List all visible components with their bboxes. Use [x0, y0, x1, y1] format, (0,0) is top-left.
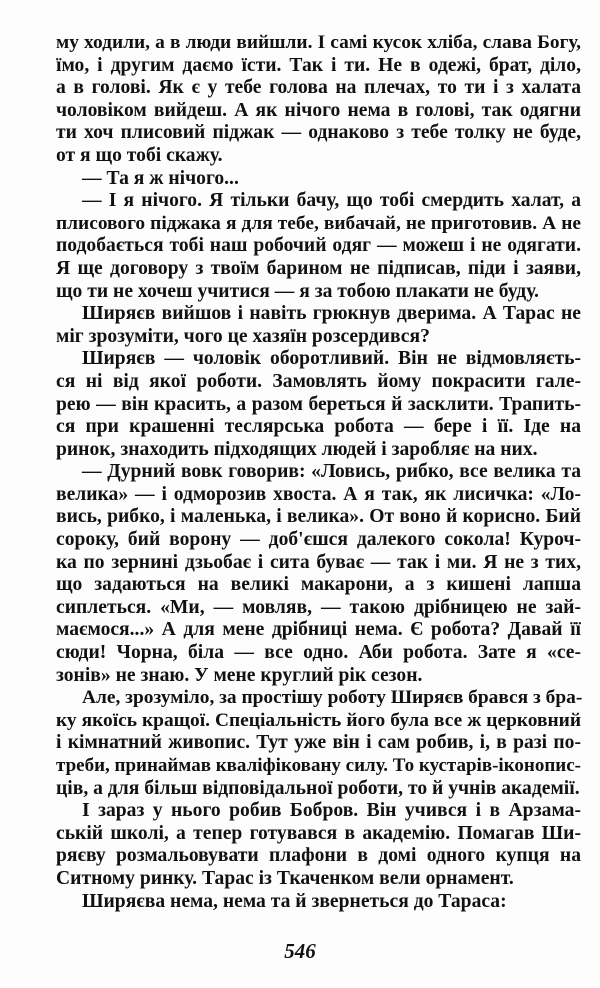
text-line: маємося...» А для мене дрібниці нема. Є робота? Давай її — [56, 619, 581, 641]
text-line: Ширяєва нема, нема та й звернеться до Тараса: — [82, 890, 507, 912]
text-line: сиплеться. «Ми, — мовляв, — такою дрібницею не зай- — [56, 596, 581, 618]
text-line: а в голові. Як є у тебе голова на плечах, то ти і з халата — [56, 77, 581, 99]
text-line: вись, рибко, і маленька, і велика». От воно й корисно. Бий — [56, 506, 581, 528]
text-line: — Дурний вовк говорив: «Ловись, рибко, все велика та — [82, 461, 581, 483]
text-line: ся при крашенні теслярська робота — бере і її. Іде на — [56, 416, 581, 438]
text-line: Я ще договору з твоїм барином не підписав, піди і заяви, — [56, 257, 581, 279]
text-line: І зараз у нього робив Бобров. Він учився і в Арзама- — [82, 800, 581, 822]
text-line: плисового піджака я для тебе, вибачай, не приготовив. А не — [56, 212, 581, 234]
text-line: сюди! Чорна, біла — все одно. Аби робота. Зате я «се- — [56, 642, 581, 664]
text-line: треби, принаймав кваліфіковану силу. То кустарів-іконопис- — [56, 755, 581, 776]
text-line: Ширяєв вийшов і навіть грюкнув дверима. А Тарас не — [82, 303, 581, 325]
text-line: ся ні від якої роботи. Замовлять йому покрасити гале- — [56, 370, 581, 392]
text-line: і кімнатний живопис. Тут уже він і сам робив, і, в разі по- — [56, 732, 581, 754]
text-line: ку якоїсь кращої. Спеціальність його була все ж церковний — [56, 709, 581, 731]
text-line: Але, зрозуміло, за простішу роботу Ширяєв брався з бра- — [82, 687, 583, 709]
text-line: Ситному ринку. Тарас із Ткаченком вели орнамент. — [56, 867, 514, 889]
text-line: ринок, знаходить підходящих людей і заробляє на них. — [56, 438, 538, 460]
text-line: — І я нічого. Я тільки бачу, що тобі смердить халат, а — [82, 190, 581, 212]
text-line: зонів» не знаю. У мене круглий рік сезон. — [56, 664, 423, 686]
text-line: подобається тобі наш робочий одяг — можеш і не одягати. — [56, 235, 581, 257]
page-number: 546 — [284, 939, 316, 963]
text-line: от я що тобі скажу. — [56, 144, 223, 166]
text-line: чоловіком вийдеш. А як нічого нема в голові, так одягни — [56, 99, 581, 121]
text-line: ка по зернині дзьобає і сита буває — так і ми. Я не з тих, — [56, 551, 581, 573]
text-line: велика» — і одморозив хвоста. А я так, як лисичка: «Ло- — [56, 483, 581, 505]
text-line: му ходили, а в люди вийшли. І самі кусок хліба, слава Богу, — [56, 32, 581, 53]
text-line: їмо, і другим даємо їсти. Так і ти. Не в одежі, брат, діло, — [56, 54, 581, 76]
text-line: Ширяєв — чоловік оборотливий. Він не відмовляєть- — [82, 348, 581, 370]
text-line: рею — він красить, а разом береться й засклити. Трапить- — [56, 393, 581, 415]
text-line: — Та я ж нічого... — [82, 167, 239, 189]
page-body-text — [56, 32, 581, 913]
text-line: ти хоч плисовий піджак — однаково з тебе толку не буде, — [56, 122, 581, 144]
text-line: ців, а для більш відповідальної роботи, то й учнів академії. — [56, 777, 580, 799]
text-line: що ти не хочеш учитися — я за тобою плакати не буду. — [56, 280, 539, 302]
text-line: сороку, бий ворону — доб'єшся далекого сокола! Куроч- — [56, 529, 581, 551]
text-line: ській школі, а тепер готувався в академію. Помагав Ши- — [56, 822, 581, 844]
text-line: що задаються на великі макарони, а з кишені лапша — [56, 574, 581, 596]
text-line: ряєву розмальовувати плафони в домі одного купця на — [56, 845, 581, 867]
text-line: міг зрозуміти, чого це хазяїн розсердився? — [56, 325, 430, 347]
